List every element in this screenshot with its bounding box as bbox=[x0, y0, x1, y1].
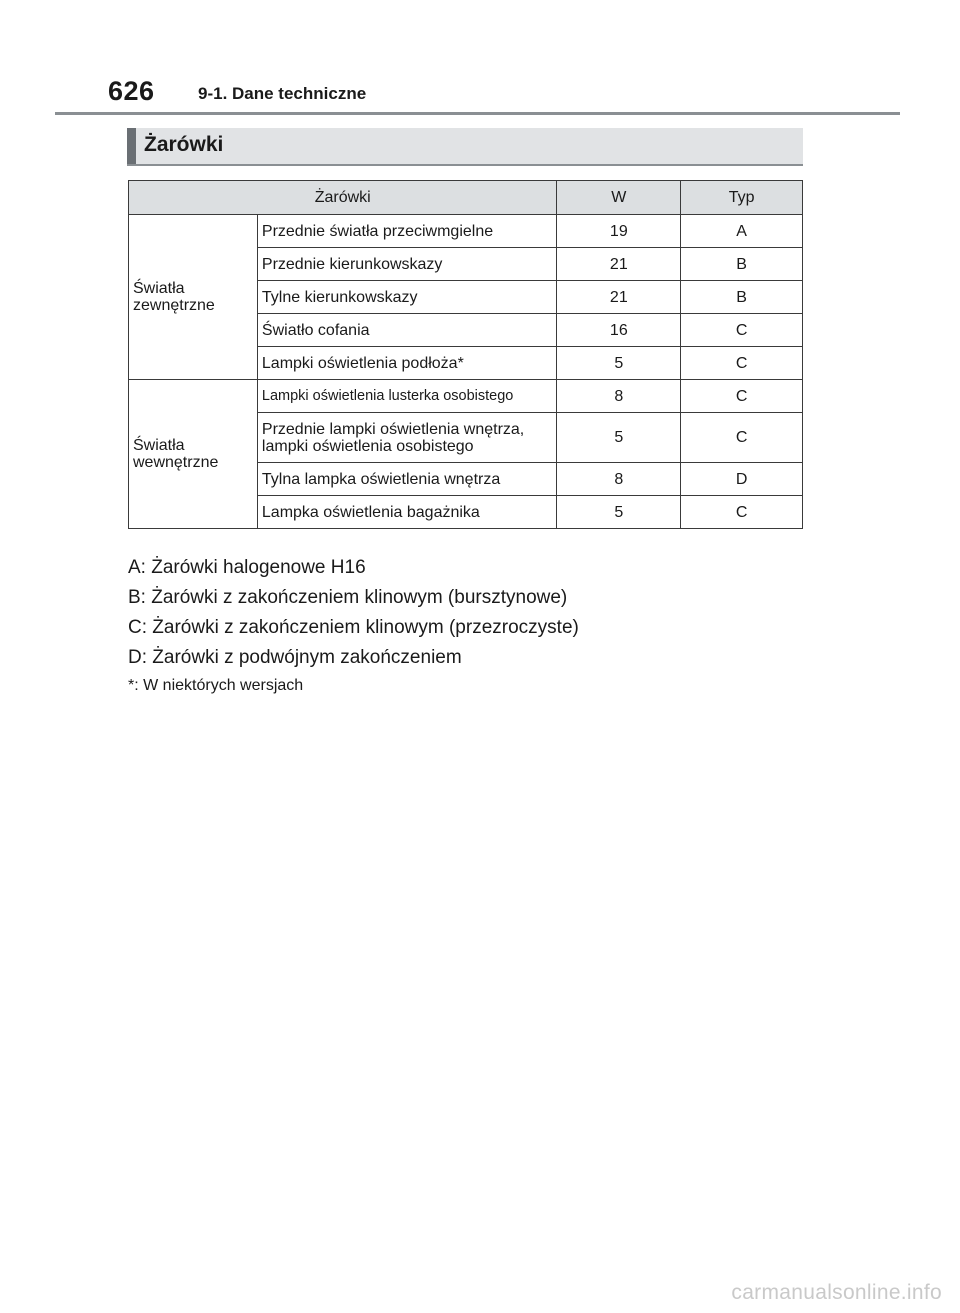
bulb-type: B bbox=[681, 248, 803, 281]
bulb-name: Lampki oświetlenia podłoża* bbox=[257, 347, 557, 380]
bulb-type: B bbox=[681, 281, 803, 314]
legend-item-b: B: Żarówki z zakończeniem klinowym (bursztynowe) bbox=[128, 587, 568, 608]
group-interior: Światła wewnętrzne bbox=[129, 380, 258, 529]
bulb-name: Przednie światła przeciwmgielne bbox=[257, 215, 557, 248]
page-number: 626 bbox=[108, 76, 155, 106]
bulb-type: C bbox=[681, 413, 803, 463]
watermark: carmanualsonline.info bbox=[731, 1281, 942, 1304]
bulb-type: C bbox=[681, 380, 803, 413]
header-watt: W bbox=[557, 181, 681, 215]
bulb-table bbox=[128, 180, 803, 529]
bulb-type: C bbox=[681, 347, 803, 380]
bulb-name: Światło cofania bbox=[257, 314, 557, 347]
header-type: Typ bbox=[681, 181, 803, 215]
bulb-watt: 5 bbox=[557, 413, 681, 463]
bulb-watt: 5 bbox=[557, 347, 681, 380]
footnote: *: W niektórych wersjach bbox=[128, 677, 304, 694]
header-bulbs: Żarówki bbox=[129, 181, 557, 215]
bulb-watt: 21 bbox=[557, 248, 681, 281]
bulb-type: C bbox=[681, 314, 803, 347]
bulb-name: Przednie lampki oświetlenia wnętrza, lampki oświetlenia osobistego bbox=[257, 413, 557, 463]
bulb-type: C bbox=[681, 496, 803, 529]
section-heading bbox=[127, 128, 803, 166]
bulb-watt: 5 bbox=[557, 496, 681, 529]
bulb-watt: 19 bbox=[557, 215, 681, 248]
legend-item-d: D: Żarówki z podwójnym zakończeniem bbox=[128, 647, 462, 668]
bulb-name: Lampka oświetlenia bagażnika bbox=[257, 496, 557, 529]
bulb-name: Tylna lampka oświetlenia wnętrza bbox=[257, 463, 557, 496]
bulb-watt: 8 bbox=[557, 463, 681, 496]
bulb-name: Przednie kierunkowskazy bbox=[257, 248, 557, 281]
table-row bbox=[129, 215, 803, 248]
section-accent bbox=[127, 128, 136, 164]
bulb-name: Tylne kierunkowskazy bbox=[257, 281, 557, 314]
bulb-watt: 21 bbox=[557, 281, 681, 314]
header-rule bbox=[55, 112, 900, 115]
table-header-row bbox=[129, 181, 803, 215]
legend bbox=[128, 555, 579, 695]
bulb-type: D bbox=[681, 463, 803, 496]
bulb-name: Lampki oświetlenia lusterka osobistego bbox=[257, 380, 557, 413]
bulb-watt: 16 bbox=[557, 314, 681, 347]
legend-item-a: A: Żarówki halogenowe H16 bbox=[128, 557, 366, 578]
chapter-title: 9-1. Dane techniczne bbox=[198, 84, 367, 103]
legend-item-c: C: Żarówki z zakończeniem klinowym (przezroczyste) bbox=[128, 617, 579, 638]
section-title: Żarówki bbox=[144, 133, 224, 156]
group-exterior: Światła zewnętrzne bbox=[129, 215, 258, 380]
bulb-watt: 8 bbox=[557, 380, 681, 413]
table-row bbox=[129, 380, 803, 413]
bulb-type: A bbox=[681, 215, 803, 248]
